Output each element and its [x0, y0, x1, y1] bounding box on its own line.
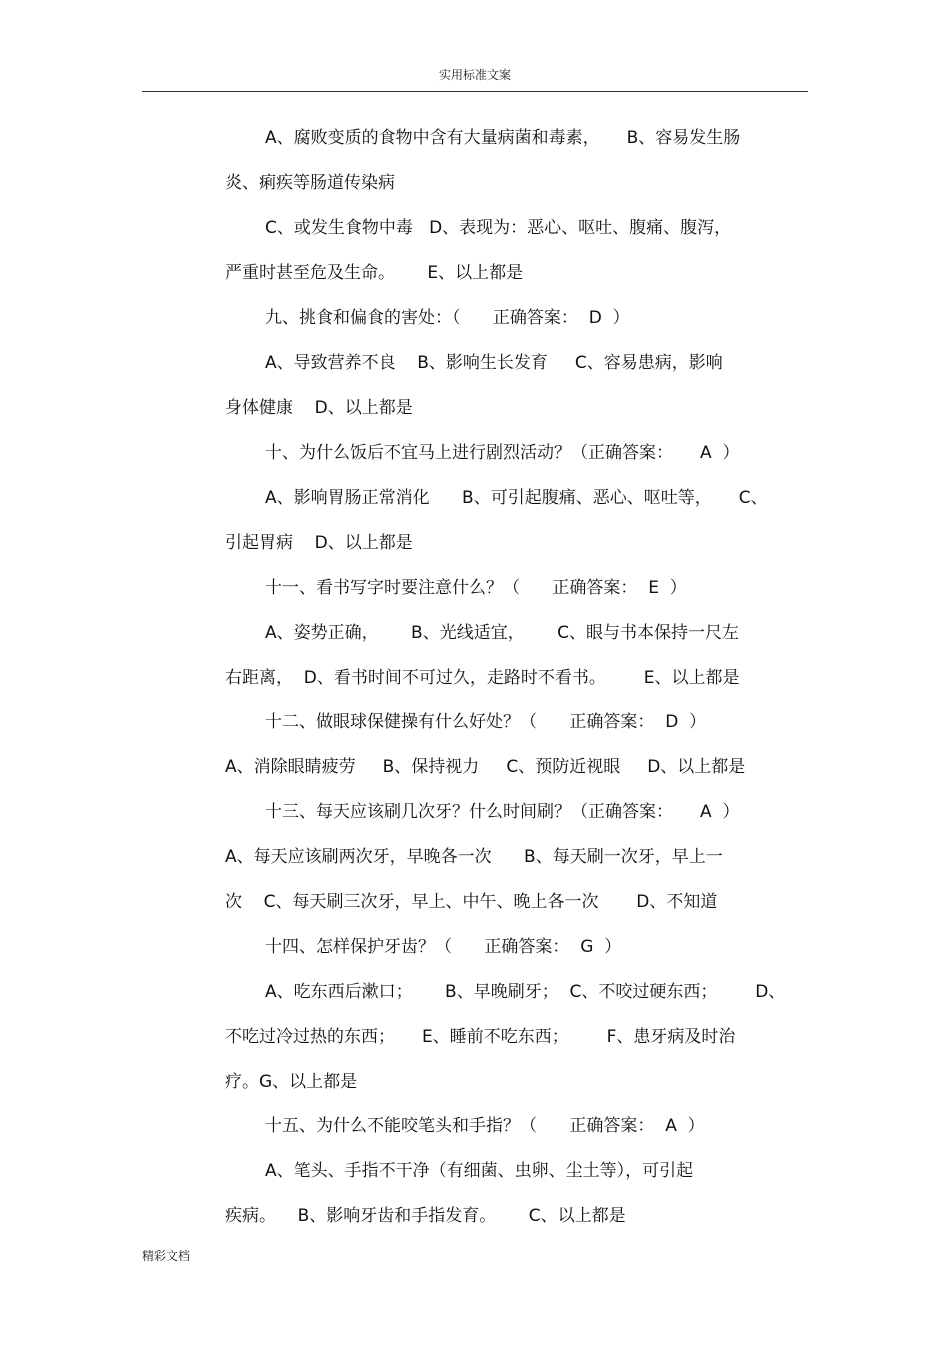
question-heading: 十、为什么饭后不宜马上进行剧烈活动？（正确答案： A ） — [265, 443, 740, 463]
text-line: 引起胃病 D、以上都是 — [225, 533, 413, 553]
text-line: A、吃东西后漱口； B、早晚刷牙； C、不咬过硬东西； D、 — [265, 982, 786, 1002]
text-line: A、影响胃肠正常消化 B、可引起腹痛、恶心、呕吐等， C、 — [265, 488, 768, 508]
text-line: A、消除眼睛疲劳 B、保持视力 C、预防近视眼 D、以上都是 — [225, 757, 746, 777]
text-line: 身体健康 D、以上都是 — [225, 398, 413, 418]
question-heading: 十三、每天应该刷几次牙？什么时间刷？（正确答案： A ） — [265, 802, 740, 822]
question-heading: 十四、怎样保护牙齿？（ 正确答案： G ） — [265, 937, 622, 957]
page-footer: 精彩文档 — [142, 1249, 191, 1263]
text-line: A、导致营养不良 B、影响生长发育 C、容易患病，影响 — [265, 353, 723, 373]
question-heading: 十五、为什么不能咬笔头和手指？（ 正确答案： A ） — [265, 1116, 705, 1136]
question-heading: 十一、看书写字时要注意什么？（ 正确答案： E ） — [265, 578, 687, 598]
text-line: 严重时甚至危及生命。 E、以上都是 — [225, 263, 524, 283]
text-line: 次 C、每天刷三次牙，早上、中午、晚上各一次 D、不知道 — [225, 892, 718, 912]
page-header: 实用标准文案 — [438, 68, 511, 82]
header-rule — [142, 91, 808, 92]
text-line: 不吃过冷过热的东西； E、睡前不吃东西； F、患牙病及时治 — [225, 1027, 736, 1047]
question-heading: 十二、做眼球保健操有什么好处？（ 正确答案： D ） — [265, 712, 707, 732]
text-line: 炎、痢疾等肠道传染病 — [225, 173, 395, 193]
text-line: C、或发生食物中毒 D、表现为：恶心、呕吐、腹痛、腹泻， — [265, 218, 732, 238]
text-line: 右距离， D、看书时间不可过久，走路时不看书。 E、以上都是 — [225, 668, 740, 688]
text-line: A、腐败变质的食物中含有大量病菌和毒素， B、容易发生肠 — [265, 128, 741, 148]
text-line: A、笔头、手指不干净（有细菌、虫卵、尘土等），可引起 — [265, 1161, 694, 1181]
text-line: 疾病。 B、影响牙齿和手指发育。 C、以上都是 — [225, 1206, 626, 1226]
question-heading: 九、挑食和偏食的害处：（ 正确答案： D ） — [265, 308, 630, 328]
text-line: 疗。G、以上都是 — [225, 1072, 358, 1092]
text-line: A、每天应该刷两次牙，早晚各一次 B、每天刷一次牙，早上一 — [225, 847, 723, 867]
text-line: A、姿势正确， B、光线适宜， C、眼与书本保持一尺左 — [265, 623, 740, 643]
